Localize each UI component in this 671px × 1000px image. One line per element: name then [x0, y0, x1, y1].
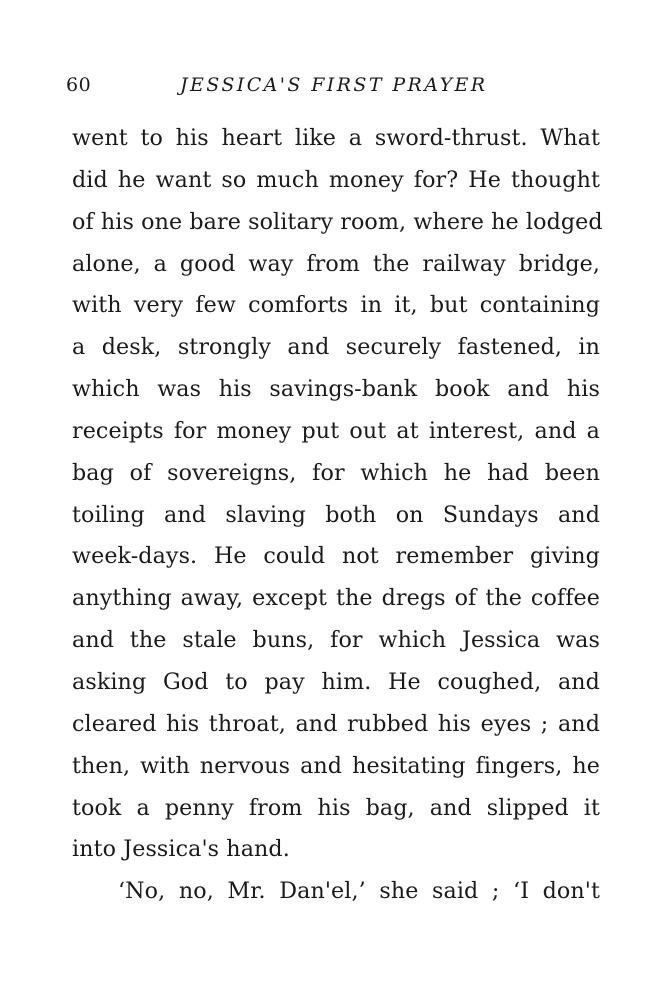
- text-line: which was his savings-bank book and his: [72, 376, 600, 403]
- book-title: JESSICA'S FIRST PRAYER: [180, 74, 488, 96]
- text-line: anything away, except the dregs of the coffee: [72, 585, 600, 612]
- text-line: with very few comforts in it, but containing: [72, 292, 600, 319]
- dialogue-line: ‘No, no, Mr. Dan'el,’ she said ; ‘I don't: [118, 878, 600, 905]
- text-line: did he want so much money for? He thought: [72, 166, 600, 193]
- running-head: [66, 74, 598, 102]
- text-line: went to his heart like a sword-thrust. What: [72, 125, 600, 151]
- text-line: then, with nervous and hesitating fingers, he: [72, 752, 600, 779]
- text-line: asking God to pay him. He coughed, and: [72, 668, 600, 695]
- text-line: week-days. He could not remember giving: [72, 543, 600, 570]
- text-line: a desk, strongly and securely fastened, in: [72, 334, 600, 361]
- page-number: 60: [66, 74, 92, 96]
- text-line: bag of sovereigns, for which he had been: [72, 459, 600, 486]
- text-line: took a penny from his bag, and slipped it: [72, 794, 600, 821]
- text-line: cleared his throat, and rubbed his eyes ; and: [72, 710, 600, 737]
- text-line: of his one bare solitary room, where he lodged: [72, 208, 603, 235]
- text-line: alone, a good way from the railway bridge,: [72, 250, 600, 277]
- body-text: [72, 118, 603, 913]
- text-line: receipts for money put out at interest, and a: [72, 417, 600, 444]
- text-line: toiling and slaving both on Sundays and: [72, 501, 600, 528]
- paragraph-end-line: into Jessica's hand.: [72, 836, 290, 863]
- text-line: and the stale buns, for which Jessica was: [72, 627, 600, 654]
